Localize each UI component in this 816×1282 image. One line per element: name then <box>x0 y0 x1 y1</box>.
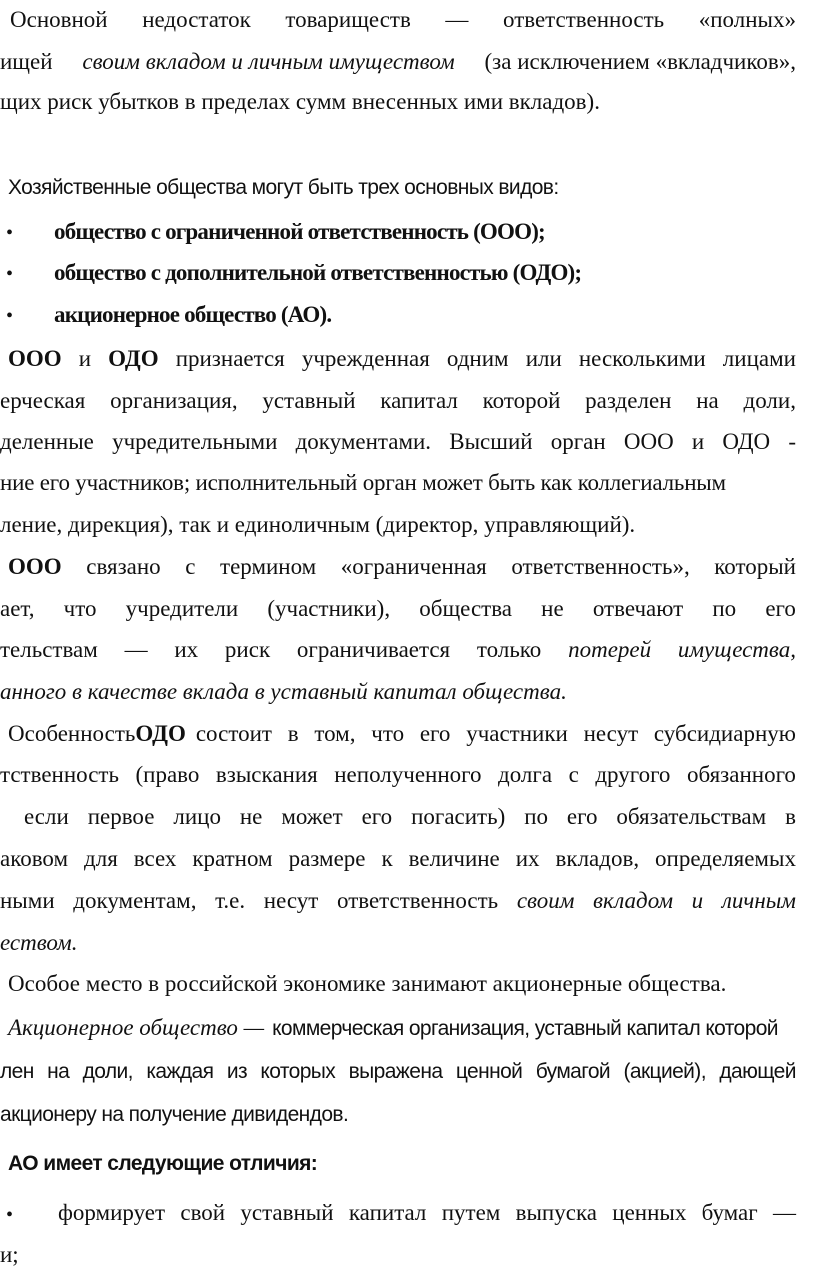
word: учредительными <box>112 429 278 454</box>
word: (акцией), <box>623 1060 706 1083</box>
p4-line1-odo: ОДО <box>135 721 186 746</box>
p7-heading: АО имеет следующие отличия: <box>8 1152 318 1175</box>
word: ОДО <box>108 346 159 371</box>
word: деленные <box>0 429 94 454</box>
word: на <box>47 1060 70 1083</box>
word: погасить) <box>411 804 506 829</box>
word: определяемых <box>655 846 796 871</box>
word: несут <box>263 888 319 913</box>
word: «ограниченная <box>340 554 487 579</box>
word: — <box>445 7 469 32</box>
word: вкладов, <box>555 846 640 871</box>
word: (участники), <box>267 596 391 621</box>
word: только <box>476 637 542 662</box>
word: орган <box>550 429 606 454</box>
bullet-marker: • <box>6 1204 14 1226</box>
word: личным <box>721 888 796 913</box>
word: его <box>566 804 598 829</box>
word: - <box>788 429 796 454</box>
word: по <box>524 804 548 829</box>
word: ответственность <box>337 888 499 913</box>
word: доли, <box>743 388 796 413</box>
word: уставный <box>240 1200 334 1225</box>
word: кратном <box>192 846 273 871</box>
p2-line3 <box>0 430 796 453</box>
bullet-marker: • <box>6 305 14 327</box>
word: для <box>84 846 118 871</box>
word: учрежденная <box>301 346 430 371</box>
word: ОДО <box>722 429 771 454</box>
word: к <box>381 846 393 871</box>
word: признается <box>175 346 285 371</box>
word: вкладом <box>593 888 673 913</box>
p3-line4: анного в качестве вклада в уставный капитал общества. <box>0 679 567 704</box>
word: Основной <box>10 7 108 32</box>
word: учредители <box>125 596 239 621</box>
word: документам, <box>73 888 197 913</box>
word: (право <box>135 762 200 787</box>
word: первое <box>87 804 155 829</box>
type-item-odo: общество с дополнительной ответственностью (ОДО); <box>54 260 582 285</box>
word: Высший <box>449 429 533 454</box>
p1-line2 <box>0 50 796 73</box>
word: доли, <box>82 1060 133 1083</box>
word: ает, <box>0 596 35 621</box>
bullet-marker: • <box>6 222 14 244</box>
word: не <box>239 804 263 829</box>
word: разделен <box>585 388 672 413</box>
p4-line1-rest <box>196 722 796 745</box>
p4-line1-start: Особенность <box>8 721 136 746</box>
word: который <box>714 554 796 579</box>
word: отвечают <box>592 596 684 621</box>
word: тственность <box>0 762 119 787</box>
word: не <box>541 596 564 621</box>
word: из <box>226 1060 247 1083</box>
word: другого <box>595 762 671 787</box>
word: ценных <box>612 1200 687 1225</box>
word: и <box>691 429 705 454</box>
p2-line1 <box>8 347 796 370</box>
word: выражена <box>348 1060 443 1083</box>
word: лицо <box>173 804 221 829</box>
word: состоит <box>195 721 272 746</box>
word: которых <box>260 1060 336 1083</box>
word: размере <box>288 846 366 871</box>
word: уставный <box>262 388 356 413</box>
word: бумаг <box>701 1200 758 1225</box>
p4-line5 <box>0 889 796 912</box>
word: их <box>174 637 199 662</box>
word: несколькими <box>578 346 706 371</box>
word: субсидиарную <box>653 721 796 746</box>
p3-line3 <box>0 638 796 661</box>
word: «полных» <box>698 7 796 32</box>
word: капитал <box>380 388 458 413</box>
word: лицами <box>722 346 796 371</box>
word: или <box>525 346 562 371</box>
p6-line1 <box>8 1016 778 1039</box>
word: в <box>287 721 299 746</box>
p6-line3: акционеру на получение дивидендов. <box>0 1103 349 1126</box>
word: участники <box>466 721 568 746</box>
word: тельствам <box>0 637 98 662</box>
word: на <box>696 388 719 413</box>
word: общества <box>419 596 512 621</box>
type-item-ooo: общество с ограниченной ответственность (ООО); <box>54 219 545 244</box>
word: — <box>772 1200 796 1225</box>
word: организация, <box>110 388 238 413</box>
word: его <box>765 596 796 621</box>
type-item-ao: акционерное общество (АО). <box>54 302 332 327</box>
word: ерческая <box>0 388 86 413</box>
p6-line2 <box>0 1061 796 1082</box>
word: и <box>691 888 704 913</box>
word: капитал <box>348 1200 427 1225</box>
p4-line2 <box>0 763 796 786</box>
p1-line3: щих риск убытков в пределах сумм внесенных ими вкладов). <box>0 89 600 114</box>
word: в <box>785 804 796 829</box>
word: ООО <box>8 554 62 579</box>
word: ценной <box>455 1060 523 1083</box>
word: аковом <box>0 846 69 871</box>
word: товариществ <box>285 7 411 32</box>
word: документами. <box>295 429 432 454</box>
word: если <box>24 804 69 829</box>
word: ными <box>0 888 55 913</box>
word: их <box>515 846 540 871</box>
word: ООО <box>8 346 62 371</box>
word: ответственность <box>503 7 665 32</box>
word: дающей <box>719 1060 796 1083</box>
word: и <box>78 346 92 371</box>
word: всех <box>133 846 177 871</box>
p6-definition: коммерческая организация, уставный капитал которой <box>272 1017 778 1040</box>
word: каждая <box>146 1060 214 1083</box>
word: т.е. <box>215 888 246 913</box>
p2-line5: ление, дирекция), так и единоличным (директор, управляющий). <box>0 512 636 537</box>
word: величине <box>408 846 500 871</box>
word: — <box>124 637 148 662</box>
word: недостаток <box>142 7 251 32</box>
p7-line2: и; <box>0 1242 19 1267</box>
word: свой <box>180 1200 226 1225</box>
word: выпуска <box>515 1200 597 1225</box>
p4-line3 <box>24 805 796 828</box>
p1-line2-start: ищей <box>0 49 53 74</box>
word: обязательствам <box>616 804 767 829</box>
word: одним <box>446 346 509 371</box>
word: своим <box>516 888 575 913</box>
word: с <box>185 554 196 579</box>
word: обязанного <box>686 762 796 787</box>
word: формирует <box>58 1200 166 1225</box>
word: несут <box>583 721 639 746</box>
p4-line4 <box>0 847 796 870</box>
word: взыскания <box>215 762 318 787</box>
word: с <box>568 762 579 787</box>
word: что <box>63 596 97 621</box>
word: что <box>371 721 405 746</box>
types-heading: Хозяйственные общества могут быть трех основных видов: <box>8 176 559 199</box>
word: неполученного <box>334 762 482 787</box>
word: которой <box>482 388 561 413</box>
p1-line2-italic: своим вкладом и личным имуществом <box>82 49 455 74</box>
word: бумагой <box>535 1060 611 1083</box>
word: имущества, <box>677 637 796 662</box>
word: ограничивается <box>296 637 451 662</box>
p5-line1: Особое место в российской экономике занимают акционерные общества. <box>8 971 727 996</box>
p6-term: Акционерное общество — <box>8 1015 265 1040</box>
p1-line1 <box>10 8 796 31</box>
word: риск <box>224 637 271 662</box>
p3-line2 <box>0 597 796 620</box>
word: по <box>712 596 737 621</box>
word: может <box>281 804 343 829</box>
word: его <box>419 721 451 746</box>
bullet-marker: • <box>6 263 14 285</box>
word: том, <box>314 721 356 746</box>
p4-line1 <box>8 722 796 745</box>
p7-line1 <box>58 1201 796 1224</box>
word: лен <box>0 1060 34 1083</box>
p2-line4: ние его участников; исполнительный орган может быть как коллегиальным <box>0 470 726 495</box>
p2-line2 <box>0 389 796 412</box>
word: термином <box>220 554 317 579</box>
word: ООО <box>623 429 674 454</box>
p1-line2-end: (за исключением «вкладчиков», <box>484 49 796 74</box>
word: ответственность», <box>511 554 690 579</box>
word: его <box>361 804 393 829</box>
p4-line6: еством. <box>0 930 78 955</box>
word: путем <box>441 1200 501 1225</box>
p3-line1 <box>8 555 796 578</box>
word: долга <box>498 762 553 787</box>
word: потерей <box>568 637 652 662</box>
word: связано <box>86 554 161 579</box>
